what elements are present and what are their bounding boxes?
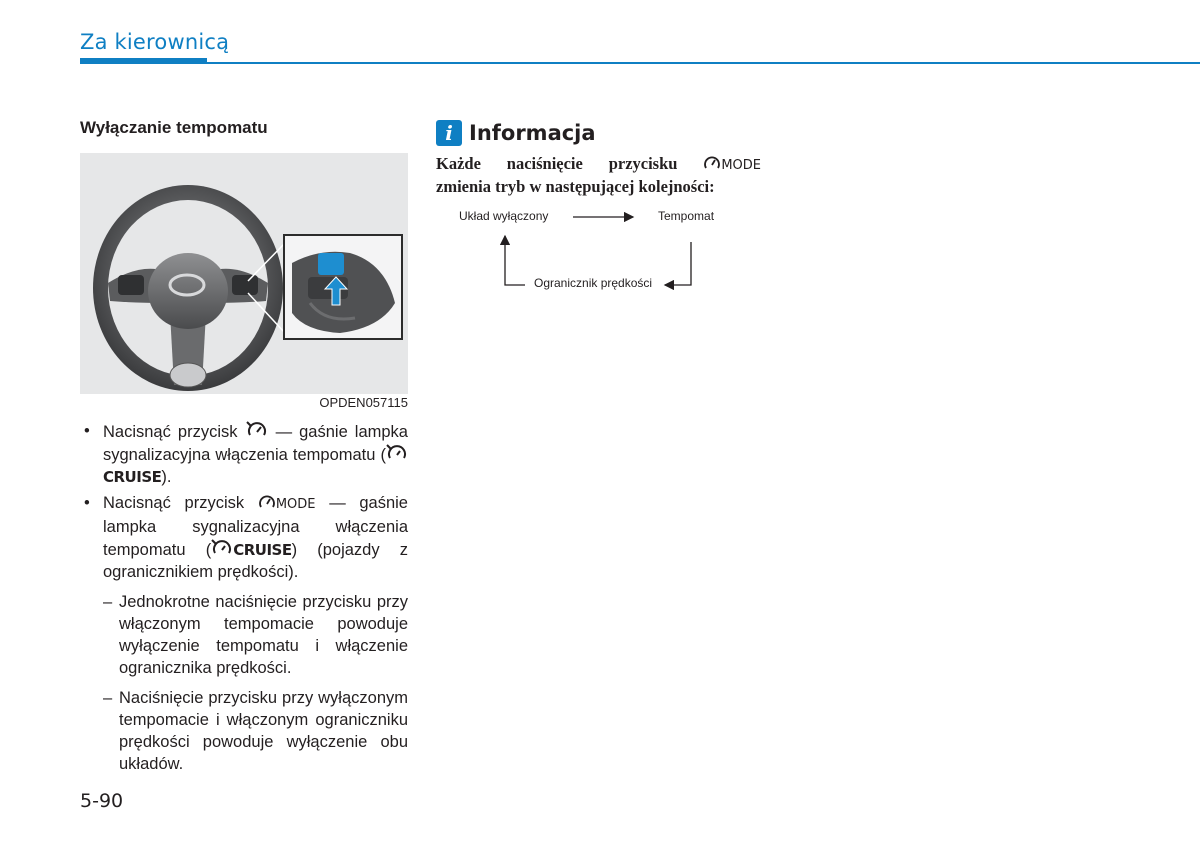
bullet-text-end: ) (pojazdy z ogranicznikiem prędkości). [103,541,409,581]
bullet-dot: • [84,494,90,512]
bullet-list [80,420,408,775]
bullet-text-end: ). [161,468,172,486]
bullet-text-cont: — gaśnie lampka sygnalizacyjna włączenia tempomatu ( [103,423,408,464]
dash-marker: – [103,593,113,611]
sub-item-text: Jednokrotne naciśnięcie przycisku przy włączonym tempomacie powoduje wyłączenie tempomatu i włączenie ogranicznika prędkości. [119,593,408,677]
arrow-cruise-to-limiter [665,242,691,285]
steering-wheel-illustration [80,153,408,394]
bullet-dot: • [84,422,90,440]
bullet-text-cont: — gaśnie lampka sygnalizacyjna włączenia tempomatu ( [103,494,408,559]
cruise-cancel-icon [245,420,269,440]
figure-code: OPDEN057115 [319,395,408,410]
cruise-label: CRUISE [103,468,162,486]
speedometer-icon [703,154,721,172]
flow-label-cruise: Tempomat [658,209,715,223]
info-icon: i [436,120,462,146]
info-text [436,153,761,197]
chapter-title: Za kierownicą [80,30,230,54]
sub-item [80,591,408,679]
mode-label: MODE [275,497,316,512]
sub-item [80,687,408,775]
sub-item-text: Naciśnięcie przycisku przy wyłączonym tempomacie i włączonym ograniczniku prędkości powoduje wyłączenie obu układów. [119,689,408,773]
header-rule [80,62,1200,64]
header-accent-bar [80,58,207,64]
mode-label: MODE [721,158,761,173]
flow-label-off: Układ wyłączony [459,209,549,223]
steering-wheel-figure [80,153,408,394]
cruise-indicator-icon [211,538,233,558]
arrow-limiter-to-off [505,236,525,285]
cruise-label: CRUISE [233,541,292,559]
dash-marker: – [103,689,113,707]
bullet-item [80,492,408,583]
bullet-item [80,420,408,488]
info-title: Informacja [469,121,596,145]
section-title: Wyłączanie tempomatu [80,118,268,137]
flow-arrows [430,200,710,300]
bullet-text: Nacisnąć przycisk [103,494,245,512]
page-number: 5-90 [80,790,124,812]
info-text-pre: Każde naciśnięcie przycisku [436,154,678,173]
info-line-1 [436,153,761,176]
info-line-2: zmienia tryb w następującej kolejności: [436,177,715,196]
cruise-indicator-icon [386,443,408,463]
flow-label-limiter: Ogranicznik prędkości [534,276,653,290]
speedometer-icon [258,493,276,511]
bullet-text: Nacisnąć przycisk [103,423,238,441]
